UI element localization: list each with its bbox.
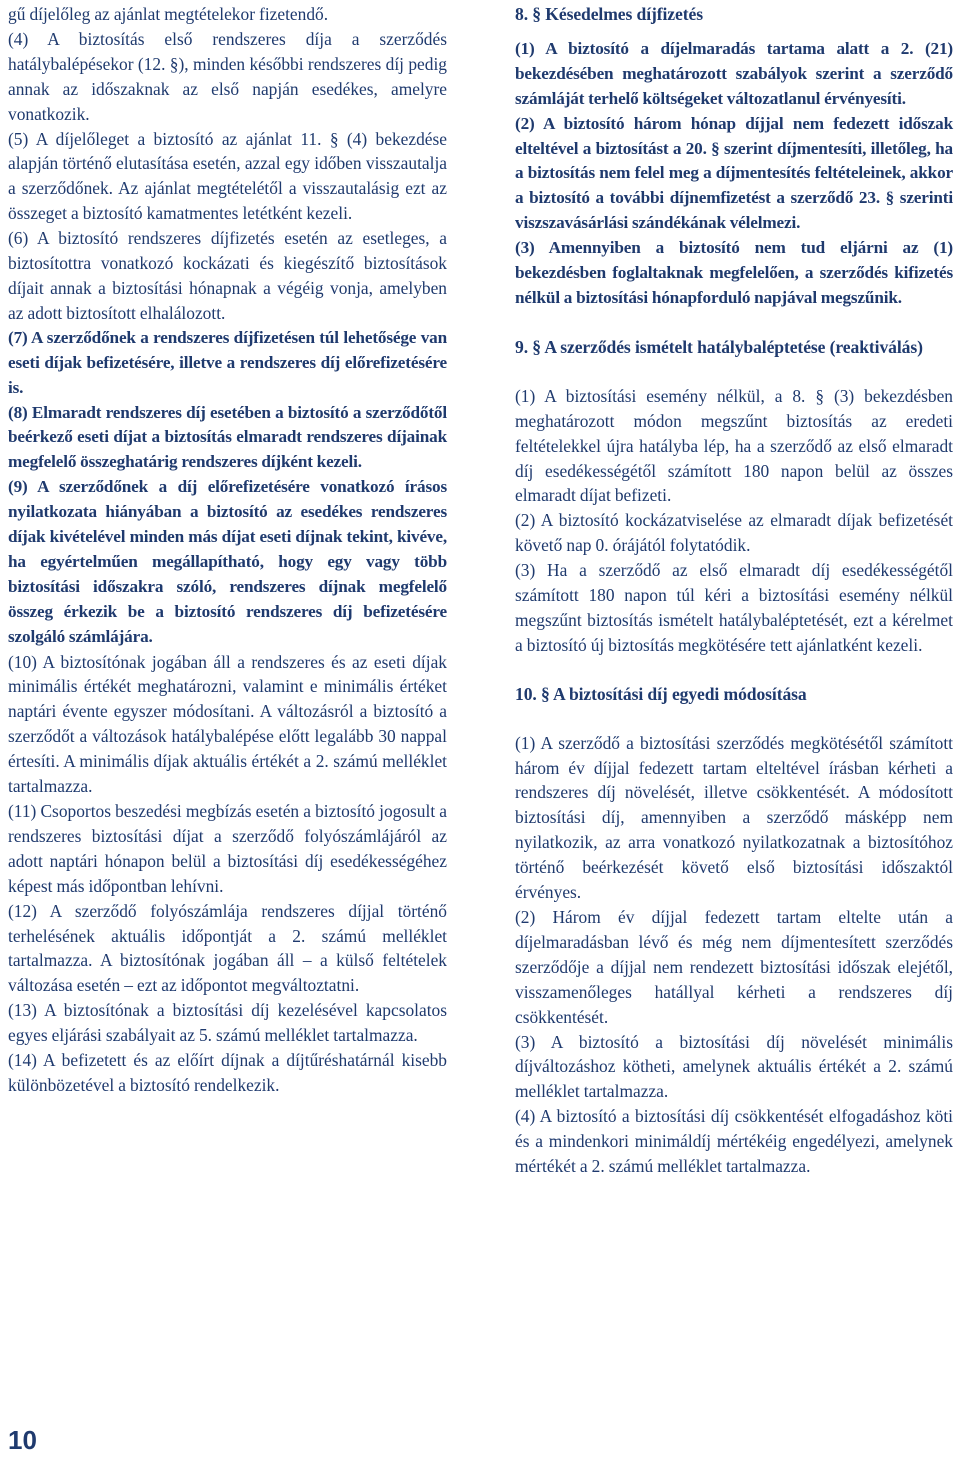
section-10-paragraph-2: (2) Három év díjjal fedezett tartam eltelte után a díjelmaradásban lévő és még nem díjmentesített szerződés szerződője a díjjal nem rendezett biztosítási időszak elejétől, visszamenőleges hatállyal kérheti a rendszeres díj csökkentését. bbox=[515, 907, 953, 1027]
section-8-paragraph-1: (1) A biztosító a díjelmaradás tartama alatt a 2. (21) bekezdésében meghatározott szabályok szerint a szerződő számláját terhelő költségeket változatlanul érvényesíti. bbox=[515, 38, 953, 108]
paragraph-6: (6) A biztosító rendszeres díjfizetés esetén az esetleges, a biztosítottra vonatkozó kockázati és kiegészítő biztosítások díjait annak a biztosítási hónapnak a végéig vonja, amelyben az adott biztosított elhalálozott. bbox=[8, 228, 447, 323]
paragraph-12: (12) A szerződő folyószámlája rendszeres díjjal történő terhelésének aktuális időpontját a 2. számú melléklet tartalmazza. A biztosítónak jogában áll – a külső feltételek változása esetén – ezt az időpontot megváltoztatni. bbox=[8, 900, 447, 996]
left-column bbox=[8, 2, 447, 1098]
section-10-paragraph-4: (4) A biztosító a biztosítási díj csökkentését elfogadáshoz köti és a mindenkori minimáldíj mértékéig engedélyezi, amelynek mértékét a 2. számú melléklet tartalmazza. bbox=[515, 1106, 953, 1177]
section-9-paragraph-1: (1) A biztosítási esemény nélkül, a 8. § (3) bekezdésben meghatározott módon megszűnt biztosítás az eredeti feltételekkel újra hatályba lép, ha a szerződő az első elmaradt díj esedékességétől számított 180 napon belül az összes elmaradt díjat befizeti. bbox=[515, 385, 953, 506]
paragraph-4: (4) A biztosítás első rendszeres díja a szerződés hatálybalépésekor (12. §), minden későbbi rendszeres díj pedig annak az időszaknak az első napján esedékes, amelyre vonatkozik. bbox=[8, 28, 447, 124]
paragraph-5: (5) A díjelőleget a biztosító az ajánlat 11. § (4) bekezdése alapján történő elutasítása esetén, azzal egy időben visszautalja a szerződőnek. Az ajánlat megtételétől a visszautalásig ezt az összeget a biztosító kamatmentes letétként kezeli. bbox=[8, 128, 447, 224]
section-9 bbox=[515, 335, 953, 658]
section-10 bbox=[515, 682, 953, 1179]
paragraph-13: (13) A biztosítónak a biztosítási díj kezelésével kapcsolatos egyes eljárási szabályait az 5. számú melléklet tartalmazza. bbox=[8, 1000, 447, 1046]
right-column bbox=[515, 2, 953, 1179]
paragraph-8: (8) Elmaradt rendszeres díj esetében a biztosító a szerződőtől beérkező eseti díjat a biztosítás elmaradt rendszeres díjainak megfelelő összeghatárig rendszeres díjként kezeli. bbox=[8, 402, 447, 472]
section-10-paragraph-1: (1) A szerződő a biztosítási szerződés megkötésétől számított három év díjjal fedezett tartam elteltével írásban kérheti a rendszeres díj növelését, illetve csökkentését. A módosított biztosítási díj, amennyiben a szerződő másképp nem nyilatkozik, az arra vonatkozó nyilatkozatnak a biztosítóhoz történő beérkezését követő első biztosítási időszaktól érvényes. bbox=[515, 732, 953, 903]
page-number: 10 bbox=[8, 1425, 37, 1455]
section-10-heading: 10. § A biztosítási díj egyedi módosítása bbox=[515, 683, 807, 704]
paragraph-14: (14) A befizetett és az előírt díjnak a díjtűréshatárnál kisebb különbözetével a biztosító rendelkezik. bbox=[8, 1050, 447, 1095]
section-8-paragraph-3: (3) Amennyiben a biztosító nem tud eljárni az (1) bekezdésben foglaltaknak megfelelően, a szerződés kifizetés nélkül a biztosítási hónapforduló napjával megszűnik. bbox=[515, 238, 953, 307]
paragraph-9: (9) A szerződőnek a díj előrefizetésére vonatkozó írásos nyilatkozata hiányában a biztosító az esedékes rendszeres díjak kivételével minden más díjat eseti díjnak tekint, kivéve, ha egyértelműen megállapítható, hogy egy vagy több biztosítási időszakra szóló, rendszeres díjnak megfelelő összeg érkezik be a biztosító rendszeres díj befizetésére szolgáló számlájára. bbox=[8, 477, 447, 646]
section-8-heading: 8. § Késedelmes díjfizetés bbox=[515, 4, 703, 24]
paragraph-3-continuation: gű díjelőleg az ajánlat megtételekor fizetendő. bbox=[8, 4, 329, 24]
section-9-paragraph-3: (3) Ha a szerződő az első elmaradt díj esedékességétől számított 180 napon túl kéri a biztosítási esemény nélkül megszűnt biztosítás ismételt hatálybaléptetését, ezt a kérelmet a biztosító új biztosítás megkötésére tett ajánlatként kezeli. bbox=[515, 560, 953, 655]
section-9-heading: 9. § A szerződés ismételt hatálybaléptetése (reaktiválás) bbox=[515, 336, 923, 357]
paragraph-7: (7) A szerződőnek a rendszeres díjfizetésen túl lehetősége van eseti díjak befizetésére, illetve a rendszeres díj előrefizetésére is. bbox=[8, 327, 447, 397]
paragraph-10: (10) A biztosítónak jogában áll a rendszeres és az eseti díjak minimális értékét meghatározni, valamint e minimális értéket naptári évente egyszer módosítani. A változásról a biztosító a szerződőt a változások hatálybalépése előtt legalább 30 nappal értesíti. A minimális díjak aktuális értékét a 2. számú melléklet tartalmazza. bbox=[8, 651, 447, 797]
section-8 bbox=[515, 2, 953, 311]
section-10-paragraph-3: (3) A biztosító a biztosítási díj növelését minimális díjváltozáshoz kötheti, amelynek aktuális értékét a 2. számú melléklet tartalmazza. bbox=[515, 1031, 953, 1102]
paragraph-11: (11) Csoportos beszedési megbízás esetén a biztosító jogosult a rendszeres biztosítási díjat a szerződő folyószámlájáról az adott naptári hónapon belül a biztosítási díj esedékességéhez képest más időpontban lehívni. bbox=[8, 801, 447, 896]
section-9-paragraph-2: (2) A biztosító kockázatviselése az elmaradt díjak befizetését követő nap 0. órájától folytatódik. bbox=[515, 510, 953, 556]
section-8-paragraph-2: (2) A biztosító három hónap díjjal nem fedezett időszak elteltével a biztosítást a 20. § szerint díjmentesíti, illetőleg, ha a biztosítás nem felel meg a díjmentesítés feltételeinek, akkor a biztosító a további díjnemfizetést a szerződő 23. § szerinti viszszavásárlási szándékának vélelmezi. bbox=[515, 113, 953, 233]
